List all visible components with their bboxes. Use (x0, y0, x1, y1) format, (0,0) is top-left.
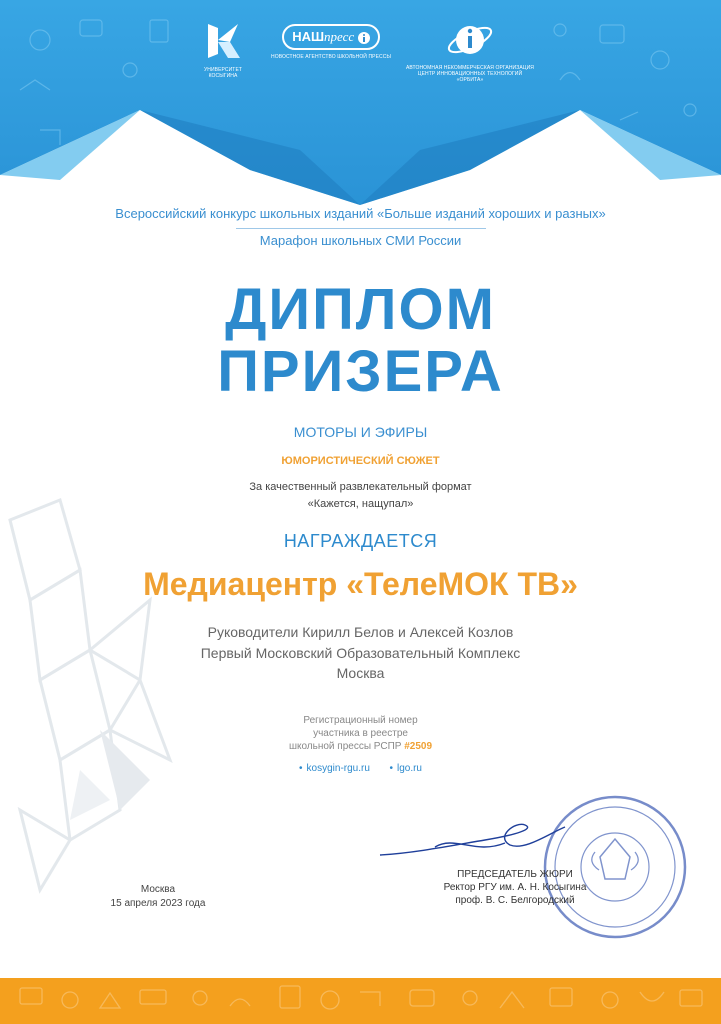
reason-line2: «Кажется, нащупал» (307, 498, 414, 510)
signature (375, 815, 575, 875)
nashpress-caption: НОВОСТНОЕ АГЕНТСТВО ШКОЛЬНОЙ ПРЕССЫ (271, 54, 391, 60)
registration-line1: Регистрационный номер (303, 715, 418, 726)
link-lgo[interactable]: lgo.ru (396, 763, 422, 774)
date: 15 апреля 2023 года (110, 898, 206, 909)
diploma-title-line1: ДИПЛОМ (225, 277, 496, 342)
university-k-icon (202, 20, 244, 62)
place-date (98, 883, 218, 911)
city: Москва (336, 665, 385, 681)
signature-block (405, 868, 625, 907)
registration-line3 (0, 741, 721, 752)
bullet-icon: • (299, 763, 303, 774)
registration-number: #2509 (404, 741, 433, 752)
reason-line1: За качественный развлекательный формат (249, 481, 472, 493)
link-kosygin[interactable]: kosygin-rgu.ru (306, 763, 370, 774)
awarded-label: НАГРАЖДАЕТСЯ (283, 531, 438, 551)
info-icon (358, 32, 370, 44)
signatory-name: проф. В. С. Белгородский (455, 895, 575, 906)
marathon-title: Марафон школьных СМИ России (259, 233, 462, 248)
registration-line2: участника в реестре (313, 728, 408, 739)
divider (236, 228, 486, 229)
diploma-title-line2: ПРИЗЕРА (217, 339, 504, 404)
nashpress-logo (270, 24, 392, 60)
awardee-name: Медиацентр «ТелеМОК ТВ» (143, 566, 578, 602)
university-logo (193, 20, 253, 79)
orbita-logo (405, 20, 535, 83)
footer-banner (0, 978, 721, 1024)
nashpress-title: НАШ (292, 29, 325, 44)
orbita-icon (446, 20, 494, 60)
nashpress-italic: пресс (324, 29, 355, 44)
nashpress-wordmark (282, 24, 380, 50)
place: Москва (140, 884, 176, 895)
competition-title: Всероссийский конкурс школьных изданий «Больше изданий хороших и разных» (115, 206, 606, 221)
registration-text: школьной прессы РСПР (288, 741, 402, 752)
signatory-title: ПРЕДСЕДАТЕЛЬ ЖЮРИ (457, 869, 573, 880)
signatory-position: Ректор РГУ им. А. Н. Косыгина (443, 882, 587, 893)
orbita-caption: АВТОНОМНАЯ НЕКОММЕРЧЕСКАЯ ОРГАНИЗАЦИЯ ЦЕНТР ИННОВАЦИОННЫХ ТЕХНОЛОГИЙ «ОРБИТА» (406, 65, 534, 83)
school: Первый Московский Образовательный Комплекс (200, 645, 521, 661)
university-caption: УНИВЕРСИТЕТ КОСЫГИНА (203, 67, 243, 79)
genre: ЮМОРИСТИЧЕСКИЙ СЮЖЕТ (281, 455, 440, 467)
bullet-icon: • (389, 763, 393, 774)
nomination: МОТОРЫ И ЭФИРЫ (293, 424, 428, 440)
leaders: Руководители Кирилл Белов и Алексей Козлов (207, 624, 514, 640)
links (0, 763, 721, 774)
